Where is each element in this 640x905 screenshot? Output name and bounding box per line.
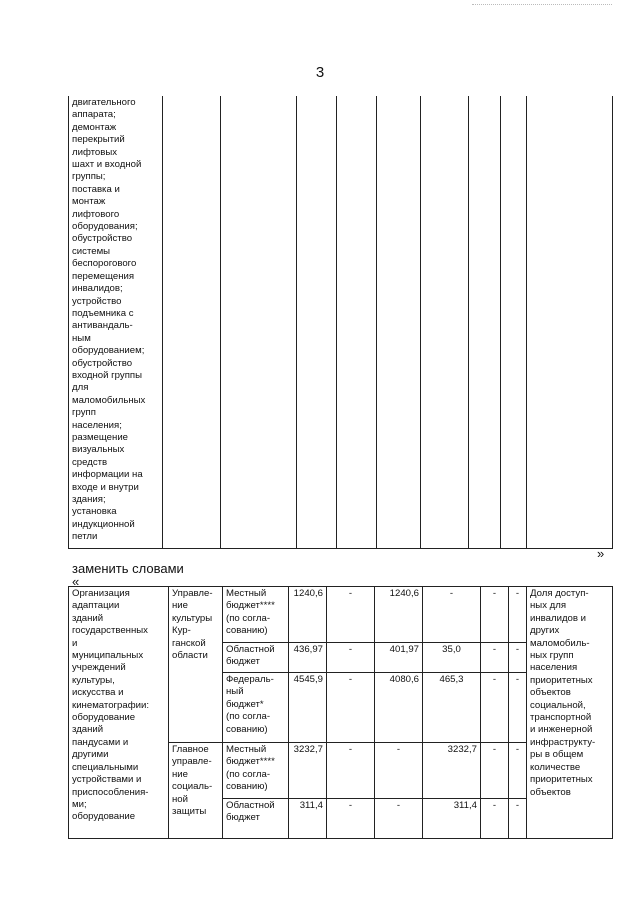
executor-text: Главное управле- ние социаль- ной защиты	[172, 744, 213, 818]
source-cell	[223, 643, 289, 673]
year-cell: 3232,7	[423, 743, 481, 799]
table-row	[69, 96, 613, 548]
year-cell: -	[509, 799, 527, 839]
source-cell	[223, 799, 289, 839]
year-cell: -	[509, 643, 527, 673]
source-text: Федераль- ный бюджет* (по согла- сованию)	[226, 674, 274, 735]
opening-quote: «	[72, 574, 80, 589]
empty-cell	[221, 96, 297, 548]
year-cell: 35,0	[423, 643, 481, 673]
measure-cell	[69, 587, 169, 839]
year-cell: -	[375, 799, 423, 839]
empty-cell	[501, 96, 527, 548]
empty-cell	[337, 96, 377, 548]
year-cell: -	[327, 743, 375, 799]
year-cell: -	[481, 743, 509, 799]
source-text: Местный бюджет**** (по согла- сованию)	[226, 588, 275, 637]
year-cell: 465,3	[423, 673, 481, 743]
scan-artifact	[472, 4, 612, 5]
year-cell: -	[375, 743, 423, 799]
year-cell: -	[509, 743, 527, 799]
empty-cell	[297, 96, 337, 548]
total-cell: 3232,7	[289, 743, 327, 799]
indicator-text: Доля доступ- ных для инвалидов и других маломобиль- ных групп населения приоритетных объектов социальной, транспортной и инженерной инфраструкту- ры в общем количестве приоритетных объектов	[530, 588, 596, 798]
replace-phrase: заменить словами	[72, 561, 184, 576]
source-cell	[223, 743, 289, 799]
empty-cell	[469, 96, 501, 548]
year-cell: 401,97	[375, 643, 423, 673]
year-cell: -	[509, 673, 527, 743]
year-cell: -	[423, 587, 481, 643]
year-cell: 311,4	[423, 799, 481, 839]
source-cell	[223, 673, 289, 743]
year-cell: -	[481, 643, 509, 673]
empty-cell	[527, 96, 613, 548]
total-cell: 1240,6	[289, 587, 327, 643]
year-cell: -	[509, 587, 527, 643]
measure-text: Организация адаптации зданий государственных и муниципальных учреждений культуры, искусства и кинематографии: оборудование зданий пандусами и другими специальными устройствами и приспособления- ми; оборудование	[72, 588, 149, 823]
closing-quote: »	[597, 546, 605, 561]
year-cell: -	[327, 673, 375, 743]
source-text: Областной бюджет	[226, 644, 275, 668]
source-cell	[223, 587, 289, 643]
page-number: 3	[315, 64, 325, 81]
empty-cell	[377, 96, 421, 548]
year-cell: -	[327, 643, 375, 673]
total-cell: 436,97	[289, 643, 327, 673]
year-cell: 4080,6	[375, 673, 423, 743]
executor-cell	[169, 587, 223, 743]
year-cell: -	[481, 673, 509, 743]
empty-cell	[163, 96, 221, 548]
year-cell: -	[481, 799, 509, 839]
executor-cell	[169, 743, 223, 839]
measure-cell	[69, 96, 163, 548]
executor-text: Управле- ние культуры Кур- ганской области	[172, 588, 213, 662]
indicator-cell	[527, 587, 613, 839]
continued-table	[68, 96, 613, 549]
total-cell: 311,4	[289, 799, 327, 839]
empty-cell	[421, 96, 469, 548]
source-text: Местный бюджет**** (по согла- сованию)	[226, 744, 275, 793]
table-row	[69, 587, 613, 643]
source-text: Областной бюджет	[226, 800, 275, 824]
year-cell: -	[481, 587, 509, 643]
measure-text: двигательного аппарата; демонтаж перекрытий лифтовых шахт и входной группы; поставка и монтаж лифтового оборудования; обустройство системы беспорогового перемещения инвалидов; устройство подъемника с антивандаль- ным оборудованием; обустройство входной группы для маломобильных групп населения; размещение визуальных средств информации на входе и внутри здания; установка индукционной петли	[72, 97, 146, 543]
total-cell: 4545,9	[289, 673, 327, 743]
year-cell: -	[327, 799, 375, 839]
replacement-table	[68, 586, 613, 839]
year-cell: -	[327, 587, 375, 643]
year-cell: 1240,6	[375, 587, 423, 643]
